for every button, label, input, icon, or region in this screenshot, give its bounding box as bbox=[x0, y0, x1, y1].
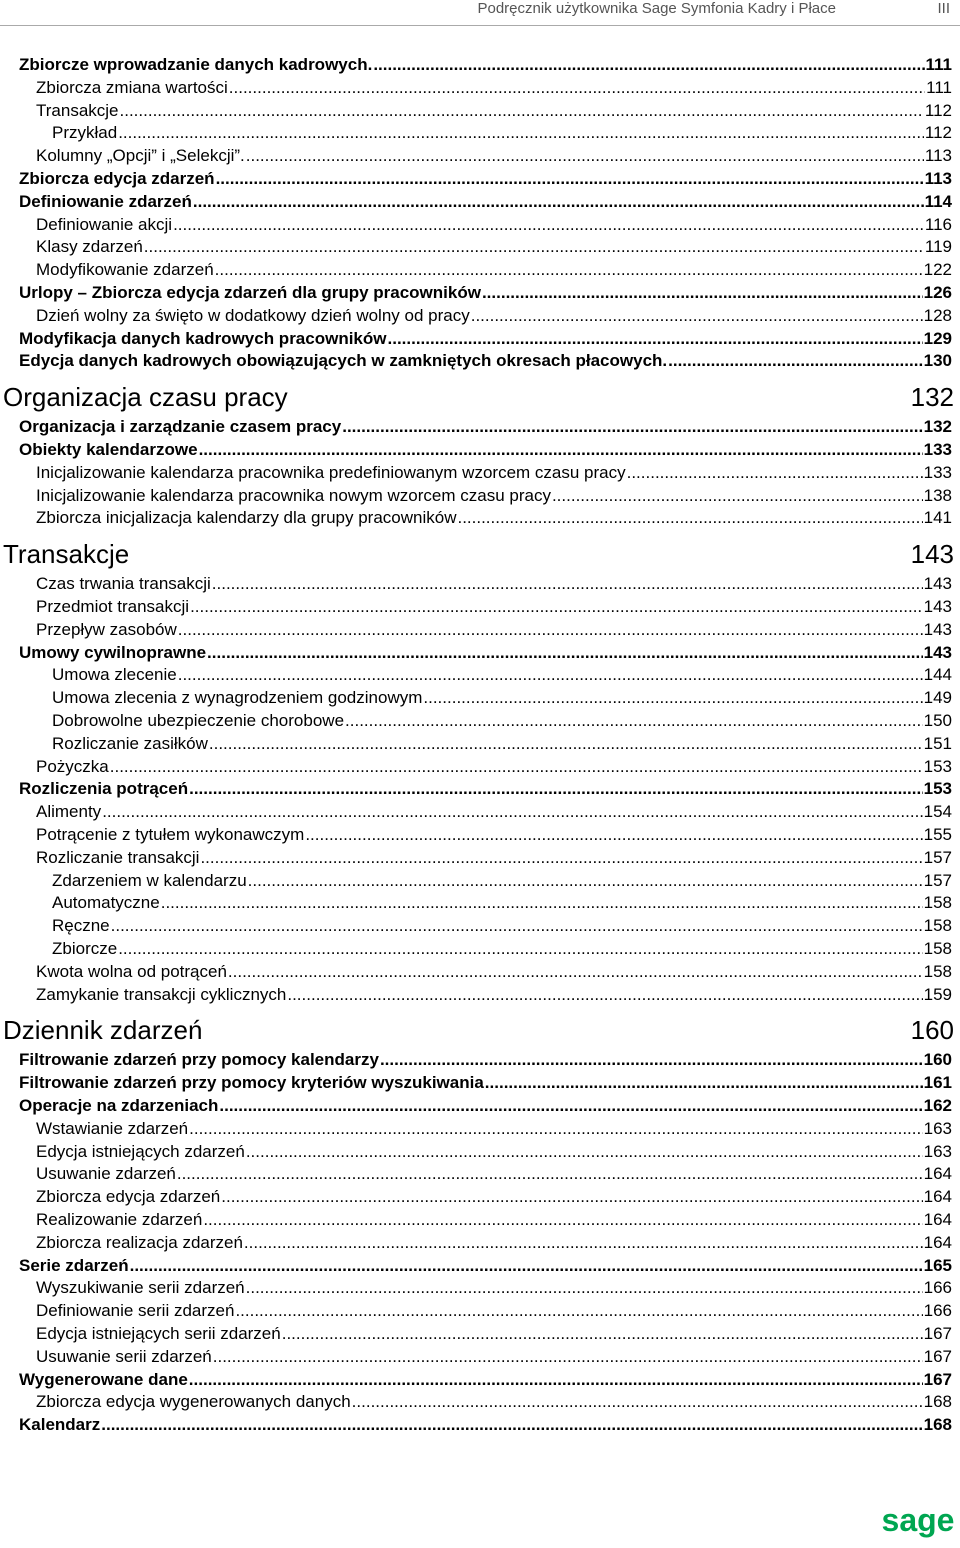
toc-entry-page: 112 bbox=[924, 123, 952, 143]
toc-entry[interactable] bbox=[0, 597, 952, 617]
dot-leader bbox=[209, 734, 923, 754]
dot-leader bbox=[482, 283, 923, 303]
toc-entry-page: 164 bbox=[923, 1187, 952, 1207]
toc-entry[interactable] bbox=[0, 283, 952, 303]
toc-entry-page: 164 bbox=[923, 1232, 952, 1252]
toc-entry-page: 157 bbox=[923, 847, 952, 867]
toc-entry-title: Dobrowolne ubezpieczenie chorobowe bbox=[52, 711, 345, 730]
toc-entry[interactable] bbox=[0, 123, 952, 143]
toc-entry-page: 133 bbox=[923, 440, 952, 459]
toc-entry-page: 119 bbox=[924, 237, 952, 257]
dot-leader bbox=[207, 643, 923, 663]
toc-chapter-page: 132 bbox=[910, 382, 954, 413]
toc-entry-page: 164 bbox=[923, 1164, 952, 1184]
toc-entry-page: 129 bbox=[923, 328, 952, 348]
toc-entry[interactable] bbox=[0, 1392, 952, 1412]
dot-leader bbox=[193, 192, 924, 212]
toc-entry[interactable] bbox=[0, 260, 952, 280]
toc-entry-page: 143 bbox=[923, 642, 952, 662]
toc-entry-title: Zbiorcza edycja zdarzeń bbox=[36, 1187, 221, 1207]
dot-leader bbox=[627, 463, 923, 483]
toc-entry-page: 113 bbox=[924, 146, 952, 166]
toc-entry[interactable] bbox=[0, 916, 952, 936]
dot-leader bbox=[178, 620, 923, 640]
toc-entry-title: Zbiorcza zmiana wartości bbox=[36, 77, 228, 97]
toc-entry-title: Zbiorcze bbox=[52, 939, 118, 958]
toc-entry-title: Filtrowanie zdarzeń przy pomocy kalendarzy bbox=[19, 1050, 379, 1070]
dot-leader bbox=[118, 939, 922, 959]
dot-leader bbox=[246, 1278, 923, 1298]
toc-entry[interactable] bbox=[0, 1142, 952, 1162]
toc-entry-page: 153 bbox=[923, 779, 952, 799]
toc-entry-title: Realizowanie zdarzeń bbox=[36, 1210, 203, 1229]
toc-chapter-title: Transakcje bbox=[3, 539, 130, 570]
toc-entry-page: 157 bbox=[923, 870, 952, 890]
toc-entry-title: Zbiorcza edycja zdarzeń bbox=[19, 169, 215, 188]
toc-entry-title: Przykład bbox=[52, 123, 118, 143]
toc-entry-page: 166 bbox=[923, 1301, 952, 1321]
dot-leader bbox=[161, 893, 923, 913]
toc-chapter[interactable] bbox=[3, 539, 954, 570]
dot-leader bbox=[244, 1233, 923, 1253]
toc-entry-page: 158 bbox=[923, 961, 952, 981]
toc-entry[interactable] bbox=[0, 757, 952, 777]
dot-leader bbox=[305, 825, 922, 845]
toc-entry-page: 155 bbox=[923, 825, 952, 844]
dot-leader bbox=[216, 169, 924, 189]
dot-leader bbox=[246, 146, 924, 166]
toc-entry[interactable] bbox=[0, 1256, 952, 1276]
toc-entry[interactable] bbox=[0, 146, 952, 166]
toc-entry-title: Zamykanie transakcji cyklicznych bbox=[36, 984, 287, 1004]
dot-leader bbox=[235, 1301, 922, 1321]
toc-entry[interactable] bbox=[0, 463, 952, 483]
toc-entry-page: 133 bbox=[923, 462, 952, 482]
dot-leader bbox=[178, 665, 923, 685]
toc-entry-page: 112 bbox=[924, 100, 952, 120]
toc-entry-title: Edycja danych kadrowych obowiązujących w zamkniętych okresach płacowych. bbox=[19, 351, 668, 371]
dot-leader bbox=[189, 1370, 923, 1390]
toc-entry-title: Definiowanie serii zdarzeń bbox=[36, 1301, 235, 1321]
dot-leader bbox=[352, 1392, 923, 1412]
toc-entry-page: 143 bbox=[923, 574, 952, 594]
toc-entry-page: 158 bbox=[923, 916, 952, 936]
toc-entry-title: Zbiorcze wprowadzanie danych kadrowych. bbox=[19, 55, 373, 74]
dot-leader bbox=[423, 688, 922, 708]
toc-entry-page: 159 bbox=[923, 984, 952, 1004]
toc-entry-page: 130 bbox=[923, 351, 952, 371]
toc-entry-page: 128 bbox=[923, 305, 952, 325]
toc-entry-title: Wyszukiwanie serii zdarzeń bbox=[36, 1278, 245, 1298]
toc-entry-page: 116 bbox=[924, 214, 952, 234]
toc-entry[interactable] bbox=[0, 78, 952, 98]
dot-leader bbox=[120, 101, 924, 121]
dot-leader bbox=[215, 260, 923, 280]
dot-leader bbox=[144, 237, 924, 257]
toc-entry-page: 154 bbox=[923, 802, 952, 822]
toc-entry[interactable] bbox=[0, 1187, 952, 1207]
toc-entry[interactable] bbox=[0, 1096, 952, 1116]
toc-entry-title: Edycja istniejących serii zdarzeń bbox=[36, 1324, 281, 1343]
toc-entry-title: Wstawianie zdarzeń bbox=[36, 1118, 189, 1138]
toc-entry-title: Potrącenie z tytułem wykonawczym bbox=[36, 825, 305, 844]
toc-entry[interactable] bbox=[0, 574, 952, 594]
dot-leader bbox=[111, 916, 923, 936]
toc-entry[interactable] bbox=[0, 417, 952, 437]
toc-entry-page: 141 bbox=[923, 508, 952, 528]
toc-entry[interactable] bbox=[0, 508, 952, 528]
toc-chapter[interactable] bbox=[3, 382, 954, 413]
toc-entry-page: 143 bbox=[923, 619, 952, 639]
toc-entry-title: Kwota wolna od potrąceń bbox=[36, 961, 227, 981]
toc-entry[interactable] bbox=[0, 440, 952, 460]
toc-entry-title: Czas trwania transakcji bbox=[36, 574, 211, 594]
toc-entry-page: 158 bbox=[923, 939, 952, 958]
toc-entry[interactable] bbox=[0, 1370, 952, 1390]
toc-entry-title: Umowy cywilnoprawne bbox=[19, 642, 207, 662]
toc-entry-title: Usuwanie zdarzeń bbox=[36, 1164, 176, 1184]
toc-entry-title: Definiowanie akcji bbox=[36, 214, 173, 234]
toc-entry[interactable] bbox=[0, 1233, 952, 1253]
dot-leader bbox=[213, 1347, 923, 1367]
toc-entry[interactable] bbox=[0, 871, 952, 891]
toc-entry[interactable] bbox=[0, 688, 952, 708]
toc-entry[interactable] bbox=[0, 1415, 952, 1435]
dot-leader bbox=[199, 440, 923, 460]
dot-leader bbox=[248, 871, 923, 891]
toc-entry-title: Zbiorcza realizacja zdarzeń bbox=[36, 1232, 243, 1252]
dot-leader bbox=[388, 329, 923, 349]
dot-leader bbox=[485, 1073, 923, 1093]
toc-entry-title: Przepływ zasobów bbox=[36, 619, 177, 639]
dot-leader bbox=[228, 962, 923, 982]
toc-entry[interactable] bbox=[0, 215, 952, 235]
toc-entry[interactable] bbox=[0, 939, 952, 959]
toc-entry[interactable] bbox=[0, 192, 952, 212]
toc-entry-title: Organizacja i zarządzanie czasem pracy bbox=[19, 417, 342, 437]
toc-entry-page: 114 bbox=[924, 191, 952, 211]
toc-entry[interactable] bbox=[0, 962, 952, 982]
toc-entry[interactable] bbox=[0, 351, 952, 371]
toc-entry-page: 162 bbox=[923, 1096, 952, 1115]
toc-entry-page: 161 bbox=[923, 1073, 952, 1093]
toc-entry-title: Umowa zlecenia z wynagrodzeniem godzinowym bbox=[52, 688, 423, 708]
dot-leader bbox=[287, 985, 922, 1005]
toc-entry-page: 166 bbox=[923, 1278, 952, 1298]
toc-entry-page: 111 bbox=[925, 55, 952, 74]
dot-leader bbox=[177, 1164, 923, 1184]
dot-leader bbox=[345, 711, 923, 731]
dot-leader bbox=[189, 779, 923, 799]
toc-entry[interactable] bbox=[0, 486, 952, 506]
toc-entry[interactable] bbox=[0, 779, 952, 799]
toc-entry-title: Przedmiot transakcji bbox=[36, 597, 190, 616]
toc-entry-page: 143 bbox=[923, 597, 952, 616]
toc-entry-title: Serie zdarzeń bbox=[19, 1255, 129, 1275]
dot-leader bbox=[110, 757, 923, 777]
toc-entry-title: Urlopy – Zbiorcza edycja zdarzeń dla grupy pracowników bbox=[19, 283, 481, 302]
toc-entry-title: Rozliczanie zasiłków bbox=[52, 733, 208, 753]
toc-entry[interactable] bbox=[0, 848, 952, 868]
toc-entry[interactable] bbox=[0, 306, 952, 326]
dot-leader bbox=[282, 1324, 923, 1344]
toc-entry[interactable] bbox=[0, 711, 952, 731]
toc-entry-title: Zbiorcza edycja wygenerowanych danych bbox=[36, 1392, 351, 1412]
toc-entry[interactable] bbox=[0, 1119, 952, 1139]
toc-entry[interactable] bbox=[0, 1050, 952, 1070]
toc-entry-title: Usuwanie serii zdarzeń bbox=[36, 1346, 212, 1366]
toc-entry-title: Pożyczka bbox=[36, 756, 109, 776]
dot-leader bbox=[552, 486, 923, 506]
toc-entry[interactable] bbox=[0, 620, 952, 640]
toc-entry-page: 167 bbox=[923, 1369, 952, 1389]
dot-leader bbox=[471, 306, 923, 326]
toc-entry-title: Inicjalizowanie kalendarza pracownika nowym wzorcem czasu pracy bbox=[36, 485, 551, 505]
toc-entry-title: Rozliczenia potrąceń bbox=[19, 779, 189, 799]
toc-entry-page: 138 bbox=[923, 485, 952, 505]
toc-entry-title: Zbiorcza inicjalizacja kalendarzy dla grupy pracowników bbox=[36, 508, 457, 528]
toc-entry-title: Modyfikowanie zdarzeń bbox=[36, 260, 214, 280]
toc-entry[interactable] bbox=[0, 893, 952, 913]
toc-entry-page: 164 bbox=[923, 1210, 952, 1229]
toc-entry-title: Definiowanie zdarzeń bbox=[19, 191, 192, 211]
dot-leader bbox=[246, 1142, 923, 1162]
dot-leader bbox=[101, 1415, 922, 1435]
page-number: III bbox=[937, 0, 950, 17]
dot-leader bbox=[189, 1119, 923, 1139]
toc-entry[interactable] bbox=[0, 665, 952, 685]
toc-entry-page: 132 bbox=[923, 417, 952, 437]
toc-entry-page: 168 bbox=[923, 1392, 952, 1412]
dot-leader bbox=[373, 55, 924, 75]
dot-leader bbox=[118, 123, 924, 143]
toc-entry-page: 111 bbox=[926, 77, 952, 97]
toc-entry[interactable] bbox=[0, 734, 952, 754]
toc-chapter-page: 143 bbox=[910, 539, 954, 570]
dot-leader bbox=[668, 351, 923, 371]
toc-entry[interactable] bbox=[0, 985, 952, 1005]
toc-entry-title: Wygenerowane dane bbox=[19, 1369, 188, 1389]
toc-chapter-title: Dziennik zdarzeń bbox=[3, 1015, 203, 1046]
toc-entry[interactable] bbox=[0, 55, 952, 75]
toc-entry-title: Umowa zlecenie bbox=[52, 665, 177, 685]
toc-entry-page: 167 bbox=[923, 1346, 952, 1366]
toc-entry-title: Kolumny „Opcji” i „Selekcji”. bbox=[36, 146, 245, 166]
toc-chapter-title: Organizacja czasu pracy bbox=[3, 382, 288, 413]
toc-entry-page: 153 bbox=[923, 756, 952, 776]
toc-entry-page: 150 bbox=[923, 711, 952, 730]
toc-entry-page: 167 bbox=[923, 1324, 952, 1343]
toc-entry-page: 144 bbox=[923, 665, 952, 685]
dot-leader bbox=[212, 574, 923, 594]
toc-entry[interactable] bbox=[0, 329, 952, 349]
toc-entry-title: Operacje na zdarzeniach bbox=[19, 1096, 219, 1115]
dot-leader bbox=[130, 1256, 923, 1276]
toc-entry-title: Inicjalizowanie kalendarza pracownika predefiniowanym wzorcem czasu pracy bbox=[36, 462, 626, 482]
toc-entry[interactable] bbox=[0, 643, 952, 663]
header-divider bbox=[0, 25, 960, 26]
toc-entry-title: Modyfikacja danych kadrowych pracowników bbox=[19, 328, 387, 348]
toc-chapter[interactable] bbox=[3, 1015, 954, 1046]
toc-entry-page: 122 bbox=[923, 260, 952, 280]
toc-entry[interactable] bbox=[0, 825, 952, 845]
dot-leader bbox=[200, 848, 922, 868]
toc-entry[interactable] bbox=[0, 1164, 952, 1184]
toc-entry-title: Rozliczanie transakcji bbox=[36, 847, 200, 867]
toc-entry[interactable] bbox=[0, 1324, 952, 1344]
toc-entry-page: 160 bbox=[923, 1050, 952, 1070]
dot-leader bbox=[219, 1096, 922, 1116]
toc-entry-title: Klasy zdarzeń bbox=[36, 237, 143, 257]
toc-entry-title: Edycja istniejących zdarzeń bbox=[36, 1141, 245, 1161]
toc-entry-page: 168 bbox=[923, 1415, 952, 1435]
toc-entry-title: Automatyczne bbox=[52, 893, 160, 913]
toc-entry-title: Filtrowanie zdarzeń przy pomocy kryteriów wyszukiwania bbox=[19, 1073, 484, 1093]
toc-entry-title: Zdarzeniem w kalendarzu bbox=[52, 870, 247, 890]
toc-entry-page: 126 bbox=[923, 283, 952, 302]
page-header bbox=[0, 0, 960, 22]
toc-entry-page: 163 bbox=[923, 1141, 952, 1161]
dot-leader bbox=[203, 1210, 922, 1230]
toc-entry-title: Ręczne bbox=[52, 916, 110, 936]
dot-leader bbox=[342, 417, 922, 437]
toc-entry-title: Obiekty kalendarzowe bbox=[19, 440, 198, 459]
dot-leader bbox=[380, 1050, 923, 1070]
toc-entry-title: Dzień wolny za święto w dodatkowy dzień wolny od pracy bbox=[36, 305, 470, 325]
toc-entry[interactable] bbox=[0, 802, 952, 822]
toc-entry[interactable] bbox=[0, 1347, 952, 1367]
dot-leader bbox=[190, 597, 923, 617]
toc-entry-page: 158 bbox=[923, 893, 952, 913]
toc-entry[interactable] bbox=[0, 101, 952, 121]
toc-entry[interactable] bbox=[0, 1210, 952, 1230]
dot-leader bbox=[173, 215, 924, 235]
toc-entry[interactable] bbox=[0, 169, 952, 189]
toc-entry[interactable] bbox=[0, 237, 952, 257]
dot-leader bbox=[457, 508, 922, 528]
sage-logo-text: sage bbox=[882, 1504, 954, 1538]
toc-entry[interactable] bbox=[0, 1301, 952, 1321]
toc-entry-page: 163 bbox=[923, 1118, 952, 1138]
toc-chapter-page: 160 bbox=[910, 1015, 954, 1046]
toc-entry-page: 113 bbox=[924, 169, 952, 188]
toc-entry-title: Alimenty bbox=[36, 802, 102, 822]
dot-leader bbox=[102, 802, 922, 822]
toc-entry-page: 165 bbox=[923, 1255, 952, 1275]
dot-leader bbox=[221, 1187, 922, 1207]
toc-entry-page: 151 bbox=[923, 733, 952, 753]
dot-leader bbox=[229, 78, 925, 98]
toc-entry-page: 149 bbox=[923, 688, 952, 708]
sage-logo bbox=[882, 1504, 954, 1540]
toc-entry[interactable] bbox=[0, 1278, 952, 1298]
toc-entry-title: Kalendarz bbox=[19, 1415, 101, 1435]
toc-entry[interactable] bbox=[0, 1073, 952, 1093]
toc-entry-title: Transakcje bbox=[36, 100, 119, 120]
document-title: Podręcznik użytkownika Sage Symfonia Kadry i Płace bbox=[477, 0, 836, 17]
